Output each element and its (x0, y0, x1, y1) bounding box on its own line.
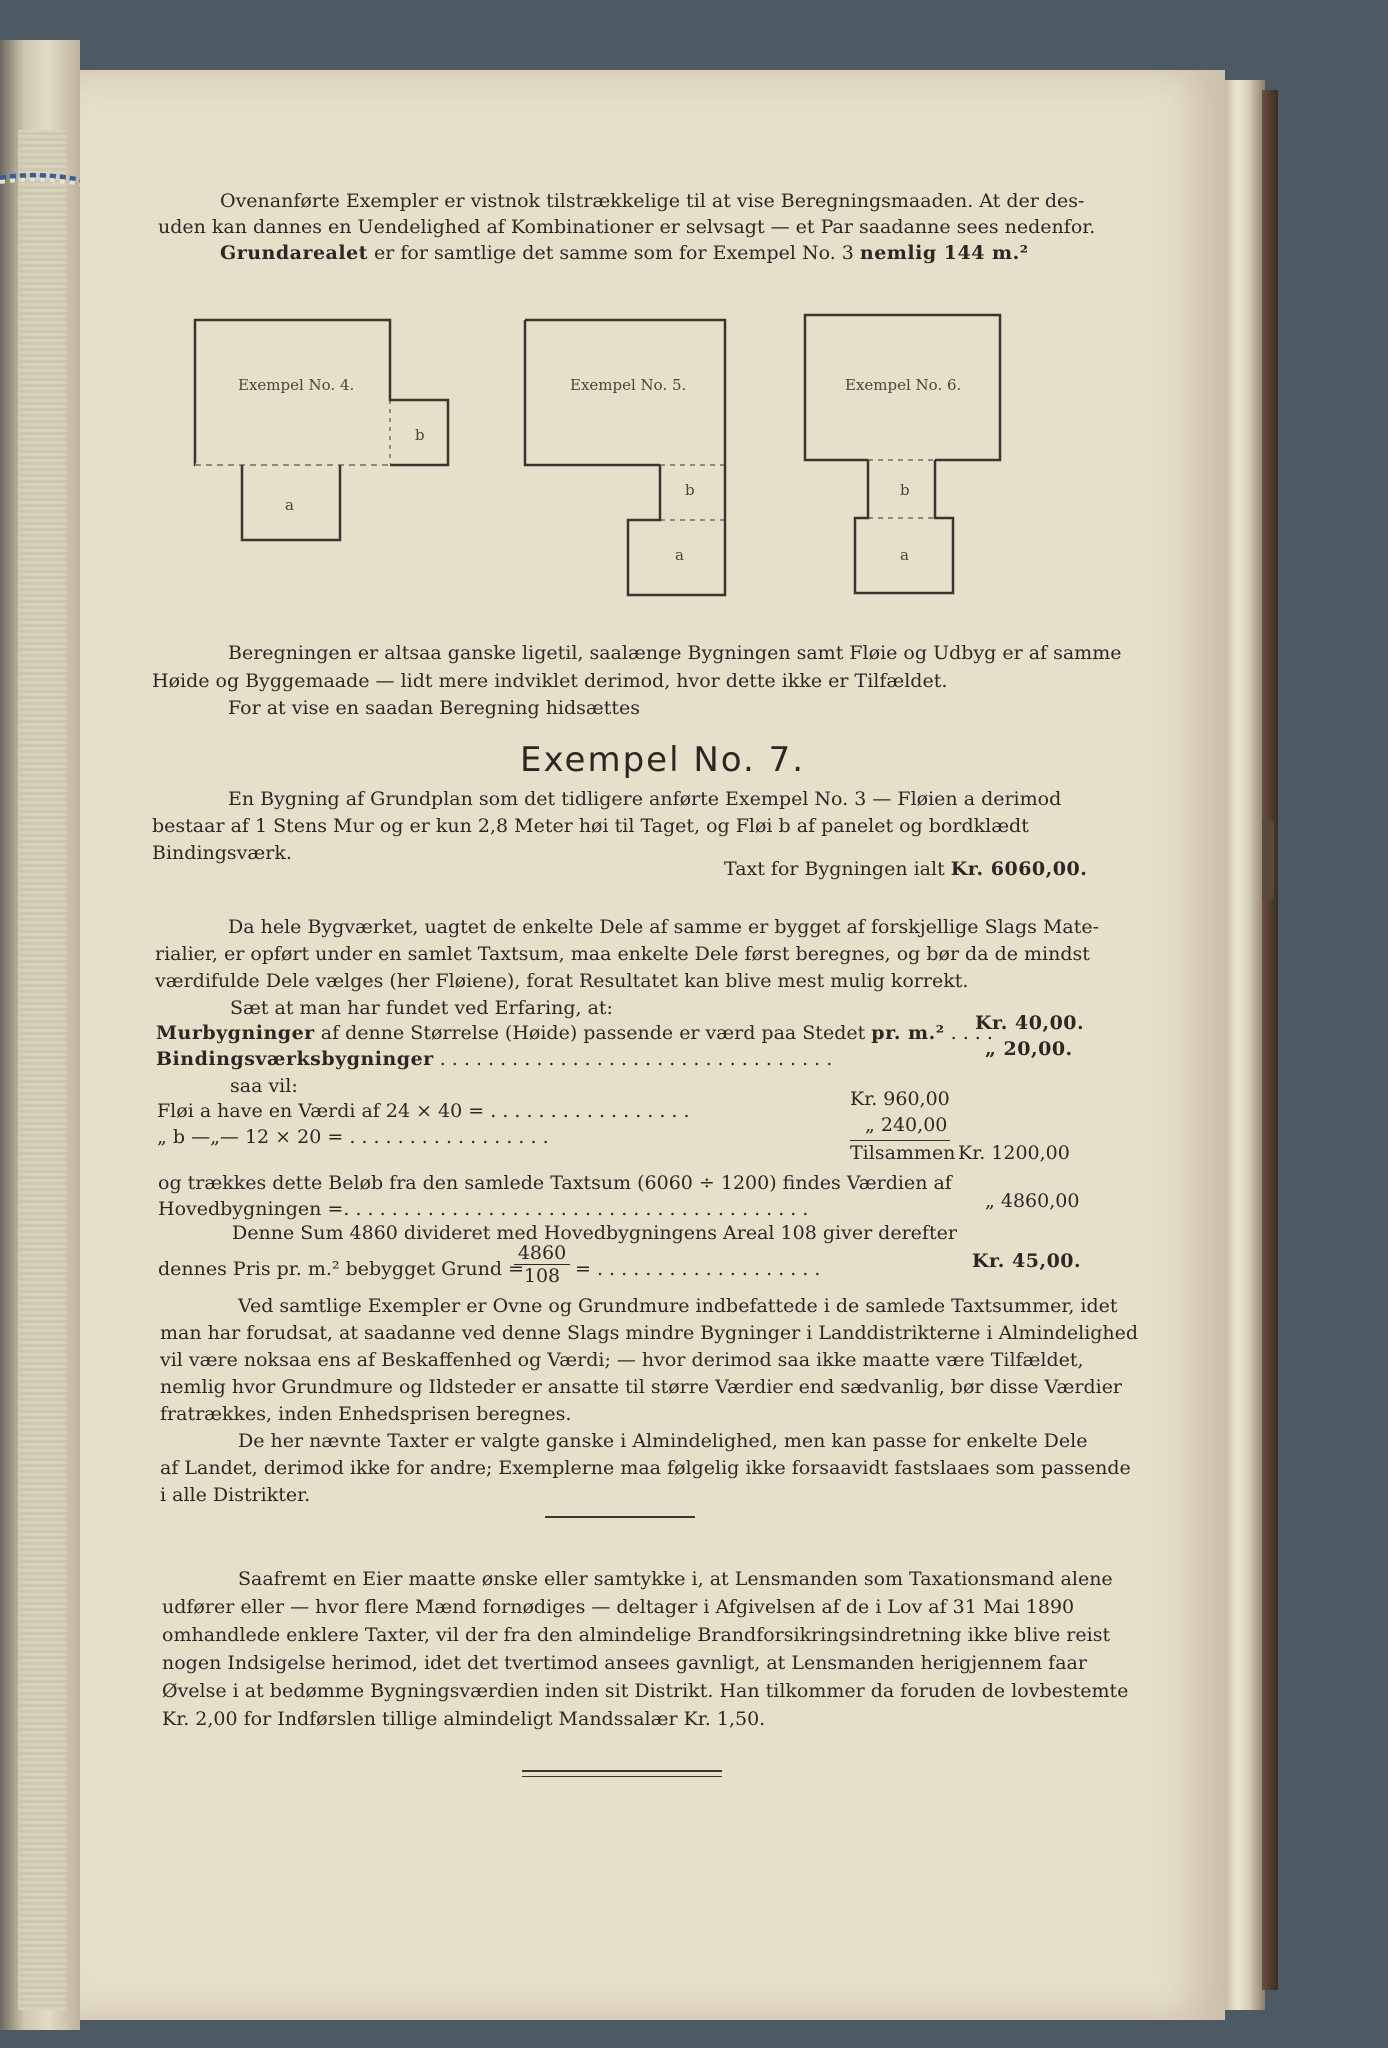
para5-line-5: fratrækkes, inden Enhedsprisen beregnes. (160, 1403, 572, 1425)
para5-line-2: man har forudsat, at saadanne ved denne Slags mindre Bygninger i Landdistrikterne i Almindelighed (160, 1322, 1139, 1344)
plan-5-label: Exempel No. 5. (570, 376, 687, 394)
para4-line-2 (158, 1198, 808, 1220)
plan-4-b: b (415, 426, 425, 444)
saa-vil: saa vil: (230, 1075, 298, 1097)
row-b-label: „ b —„— 12 × 20 = (157, 1126, 344, 1148)
taxt-total (724, 858, 1087, 880)
end-rule-2 (522, 1776, 722, 1777)
intro-line-3 (220, 242, 1029, 264)
row-b-dots: . . . . . . . . . . . . . . . . . (343, 1126, 549, 1148)
plan-6-label: Exempel No. 6. (845, 376, 962, 394)
bind-value: „ 20,00. (985, 1038, 1073, 1060)
plan-example-5 (520, 315, 730, 600)
sum-rule (850, 1140, 950, 1141)
bind-dots: . . . . . . . . . . . . . . . . . . . . . . . . . . . . . . . . . (433, 1048, 833, 1070)
tilsammen-value: Kr. 1200,00 (958, 1142, 1070, 1164)
nemlig-bold: nemlig 144 m.² (859, 242, 1029, 264)
hovedbygningen-dots: . . . . . . . . . . . . . . . . . . . . . . . . . . . . . . . . . . . . . . . (343, 1198, 809, 1220)
para6-line-2: udfører eller — hvor flere Mænd fornødiges — deltager i Afgivelsen af de i Lov af 31 Mai 1890 (162, 1596, 1075, 1618)
plan-4-a: a (285, 496, 294, 514)
grundarealet-bold: Grundarealet (220, 242, 368, 264)
para5-line-6: De her nævnte Taxter er valgte ganske i Almindelighed, men kan passe for enkelte Dele (238, 1430, 1088, 1452)
para2-line-2: bestaar af 1 Stens Mur og er kun 2,8 Meter høi til Taget, og Fløi b af panelet og bordklædt (152, 815, 1029, 837)
row-a-value: Kr. 960,00 (850, 1088, 950, 1110)
para5-line-4: nemlig hvor Grundmure og Ildsteder er ansatte til større Værdier end sædvanlig, bør disse Værdier (160, 1376, 1123, 1398)
para6-line-1: Saafremt en Eier maatte ønske eller samtykke i, at Lensmanden som Taxationsmand alene (238, 1568, 1113, 1590)
plan-example-4 (190, 315, 450, 545)
page-edge (1225, 80, 1265, 2010)
mur-text: af denne Størrelse (Høide) passende er værd paa Stedet (314, 1022, 872, 1044)
para2-line-3: Bindingsværk. (152, 842, 292, 864)
para5-line-8: i alle Distrikter. (160, 1484, 311, 1506)
para3-line-1: Da hele Bygværket, uagtet de enkelte Dele af samme er bygget af forskjellige Slags Mate- (228, 916, 1100, 938)
intro-line-3-mid: er for samtlige det samme som for Exempel No. 3 (367, 242, 860, 264)
para5-line-1: Ved samtlige Exempler er Ovne og Grundmure indbefattede i de samlede Taxtsummer, idet (238, 1295, 1118, 1317)
hovedbygningen-value: „ 4860,00 (985, 1190, 1080, 1212)
plan-6-a: a (900, 546, 909, 564)
tilsammen-label: Tilsammen (850, 1142, 956, 1164)
taxt-label: Taxt for Bygningen ialt (724, 858, 951, 880)
para6-line-5: Øvelse i at bedømme Bygningsværdien inden sit Distrikt. Han tilkommer da foruden de lovbestemte (162, 1680, 1129, 1702)
row-b-value: „ 240,00 (865, 1114, 948, 1136)
eq-sign: = (575, 1258, 591, 1280)
para1-line-3: For at vise en saadan Beregning hidsættes (228, 697, 641, 719)
para5-line-7: af Landet, derimod ikke for andre; Exemplerne maa følgelig ikke forsaavidt fastslaaes som passende (160, 1457, 1131, 1479)
fraction-denominator: 108 (523, 1265, 561, 1287)
spine-cloth (18, 130, 66, 2010)
mur-label: Murbygninger (156, 1022, 315, 1044)
para3-line-2: rialier, er opført under en samlet Taxtsum, maa enkelte Dele først beregnes, og bør da de mindst (155, 943, 1090, 965)
para4-line-1: og trækkes dette Beløb fra den samlede Taxtsum (6060 ÷ 1200) findes Værdien af (158, 1172, 952, 1194)
example-7-heading: Exempel No. 7. (520, 740, 806, 780)
hovedbygningen-label: Hovedbygningen = (158, 1198, 344, 1220)
para6-line-6: Kr. 2,00 for Indførslen tillige almindeligt Mandssalær Kr. 1,50. (162, 1708, 766, 1730)
book-clasp (1262, 820, 1274, 900)
rate-bind (156, 1048, 832, 1070)
mur-unit: pr. m.² (871, 1022, 945, 1044)
para4-line-3: Denne Sum 4860 divideret med Hovedbygningens Areal 108 giver derefter (232, 1222, 957, 1244)
plan-example-6 (800, 310, 1010, 600)
plan-5-b: b (685, 481, 695, 499)
fraction-numerator: 4860 (517, 1242, 567, 1264)
para3-line-4: Sæt at man har fundet ved Erfaring, at: (230, 997, 613, 1019)
price-per-m2: Kr. 45,00. (972, 1250, 1082, 1272)
para5-line-3: vil være noksaa ens af Beskaffenhed og Værdi; — hvor derimod saa ikke maatte være Tilfældet, (160, 1349, 1084, 1371)
plan-5-a: a (675, 546, 684, 564)
taxt-value: Kr. 6060,00. (950, 858, 1088, 880)
row-a-label: Fløi a have en Værdi af 24 × 40 = (157, 1100, 485, 1122)
book-spine (0, 40, 80, 2030)
para4-line-4-dots: . . . . . . . . . . . . . . . . . . . (596, 1258, 821, 1280)
para1-line-1: Beregningen er altsaa ganske ligetil, saalænge Bygningen samt Fløie og Udbyg er af samme (228, 642, 1122, 664)
plan-6-b: b (900, 481, 910, 499)
para6-line-4: nogen Indsigelse herimod, idet det tvertimod ansees gavnligt, at Lensmanden herigjennem faar (162, 1652, 1087, 1674)
para3-line-3: værdifulde Dele vælges (her Fløiene), forat Resultatet kan blive mest mulig korrekt. (155, 970, 969, 992)
mur-dots: . . . . (944, 1022, 993, 1044)
row-a (157, 1100, 690, 1122)
row-a-dots: . . . . . . . . . . . . . . . . . (484, 1100, 690, 1122)
end-rule-1 (522, 1770, 722, 1772)
bind-label: Bindingsværksbygninger (156, 1048, 434, 1070)
section-divider (545, 1516, 695, 1518)
fraction (512, 1242, 572, 1287)
intro-line-2: uden kan dannes en Uendelighed af Kombinationer er selvsagt — et Par saadanne sees nedenfor. (158, 216, 1096, 238)
para4-eq (575, 1258, 820, 1280)
book-cover-edge (1262, 90, 1278, 1990)
para2-line-1: En Bygning af Grundplan som det tidligere anførte Exempel No. 3 — Fløien a derimod (228, 788, 1062, 810)
rate-mur (156, 1022, 993, 1044)
mur-value: Kr. 40,00. (975, 1012, 1085, 1034)
para1-line-2: Høide og Byggemaade — lidt mere indviklet derimod, hvor dette ikke er Tilfældet. (152, 670, 948, 692)
para4-line-4: dennes Pris pr. m.² bebygget Grund = (158, 1258, 525, 1280)
row-b (157, 1126, 549, 1148)
plan-4-label: Exempel No. 4. (238, 376, 355, 394)
intro-line-1: Ovenanførte Exempler er vistnok tilstrækkelige til at vise Beregningsmaaden. At der des- (220, 190, 1085, 212)
para6-line-3: omhandlede enklere Taxter, vil der fra den almindelige Brandforsikringsindretning ikke blive reist (162, 1624, 1111, 1646)
